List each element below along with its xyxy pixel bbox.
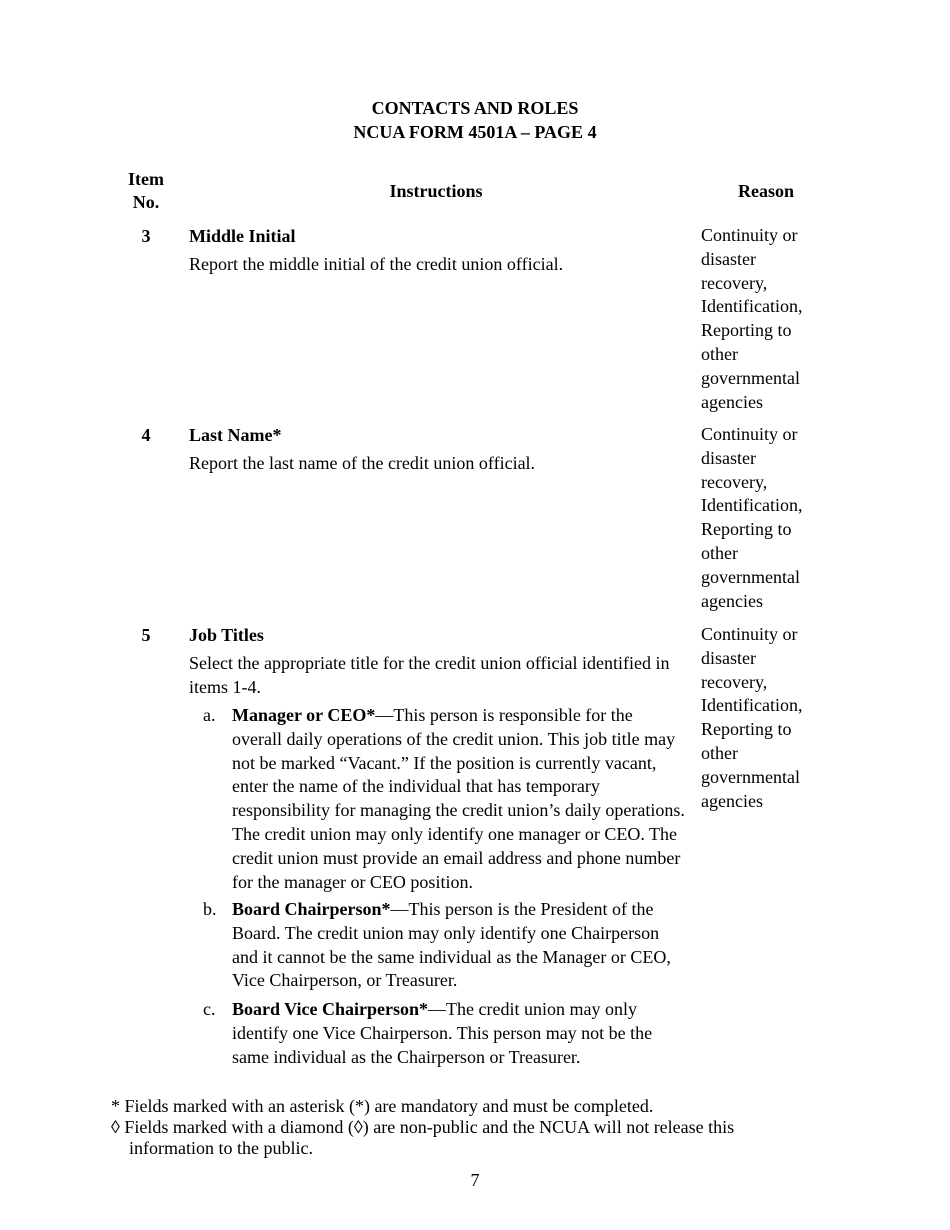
footnote-mandatory: * Fields marked with an asterisk (*) are mandatory and must be completed.: [111, 1096, 654, 1116]
job-title-name: Board Vice Chairperson*: [232, 999, 428, 1019]
list-marker: b.: [203, 899, 217, 919]
item-title: Job Titles: [189, 625, 264, 645]
list-item-body: [232, 998, 687, 1069]
job-title-name: Manager or CEO*: [232, 705, 376, 725]
column-header-item-no: Item No.: [128, 169, 164, 212]
column-header-instructions: Instructions: [389, 181, 483, 201]
page-title: CONTACTS AND ROLES: [371, 98, 579, 118]
item-description: Select the appropriate title for the credit union official identified in items 1-4.: [189, 653, 670, 697]
item-description: Report the middle initial of the credit union official.: [189, 254, 564, 274]
item-title: Middle Initial: [189, 226, 296, 246]
item-title: Last Name*: [189, 425, 282, 445]
item-number: 3: [141, 226, 151, 246]
item-reason: Continuity or disaster recovery, Identification, Reporting to other governmental agencies: [701, 424, 803, 611]
page-number: 7: [470, 1170, 480, 1190]
job-title-description: —This person is responsible for the overall daily operations of the credit union. This job title may not be marked “Vacant.” If the position is currently vacant, enter the name of the individual that has temporary responsibility for managing the credit union’s daily operations. The credit union may only identify one manager or CEO. The credit union must provide an email address and phone number for the manager or CEO position.: [232, 705, 685, 892]
item-description: Report the last name of the credit union official.: [189, 453, 536, 473]
item-reason: Continuity or disaster recovery, Identification, Reporting to other governmental agencies: [701, 624, 803, 811]
item-reason: Continuity or disaster recovery, Identification, Reporting to other governmental agencies: [701, 225, 803, 412]
list-item-body: [232, 898, 687, 993]
item-number: 4: [141, 425, 151, 445]
job-title-description: —This person is the President of the Board. The credit union may only identify one Chairperson and it cannot be the same individual as the Manager or CEO, Vice Chairperson, or Treasurer.: [232, 899, 671, 991]
footnote-non-public: ◊ Fields marked with a diamond (◊) are non-public and the NCUA will not release this: [111, 1117, 735, 1137]
job-title-name: Board Chairperson*: [232, 899, 391, 919]
form-subtitle: NCUA FORM 4501A – PAGE 4: [353, 122, 597, 142]
list-marker: c.: [203, 999, 216, 1019]
item-number: 5: [141, 625, 151, 645]
job-title-description: —The credit union may only identify one Vice Chairperson. This person may not be the same individual as the Chairperson or Treasurer.: [232, 999, 653, 1067]
column-header-reason: Reason: [737, 181, 794, 201]
list-marker: a.: [203, 705, 216, 725]
list-item-body: [232, 704, 687, 894]
footnote-non-public-continued: information to the public.: [129, 1138, 313, 1158]
